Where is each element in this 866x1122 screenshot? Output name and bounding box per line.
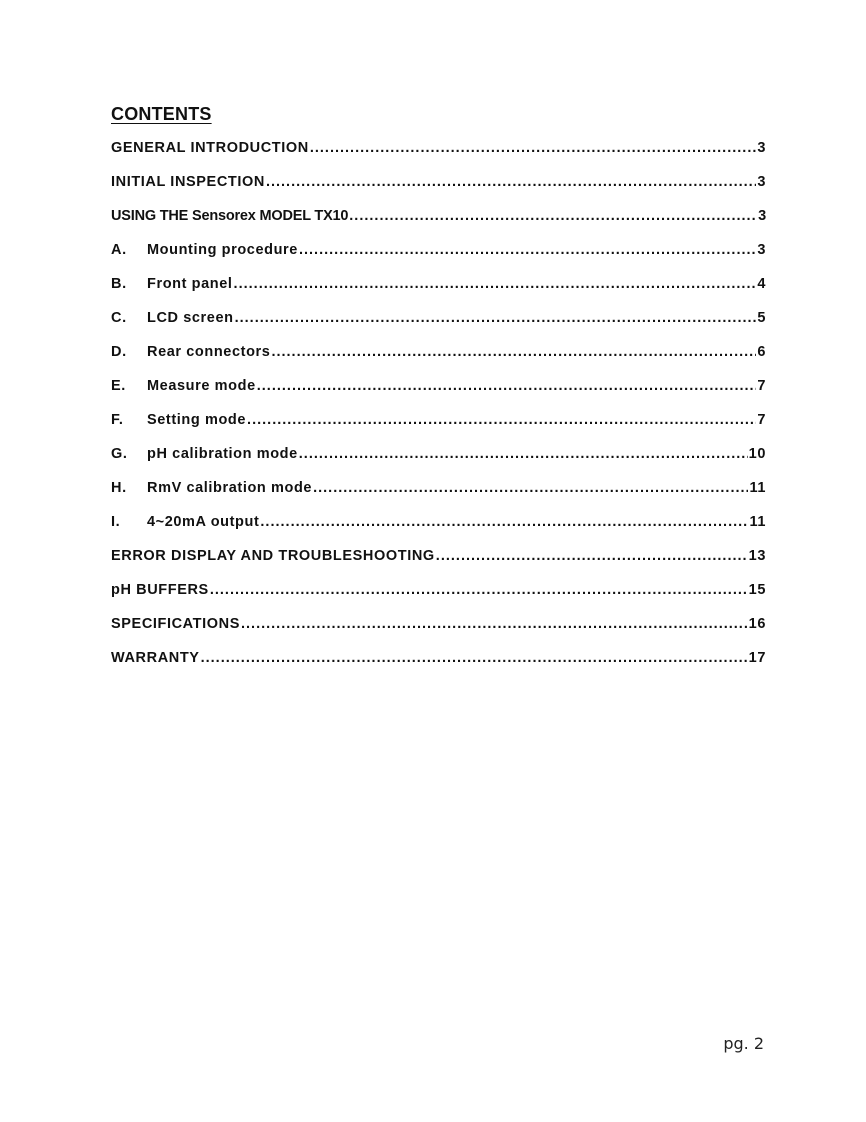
table-of-contents xyxy=(111,140,766,684)
toc-dot-leader xyxy=(313,480,748,496)
toc-entry-title: LCD screen xyxy=(147,310,234,326)
contents-heading: CONTENTS xyxy=(111,104,212,124)
toc-dot-leader xyxy=(266,174,756,190)
toc-entry-page: 3 xyxy=(758,208,766,224)
toc-dot-leader xyxy=(257,378,757,394)
toc-entry-page: 3 xyxy=(757,140,766,156)
toc-entry-title: Measure mode xyxy=(147,378,256,394)
toc-entry-letter: C. xyxy=(111,310,127,326)
toc-entry[interactable] xyxy=(111,378,766,412)
toc-entry-letter: F. xyxy=(111,412,124,428)
toc-entry-page: 16 xyxy=(748,616,766,632)
toc-entry-page: 7 xyxy=(757,378,766,394)
toc-entry[interactable] xyxy=(111,174,766,208)
toc-entry-title: pH BUFFERS xyxy=(111,582,209,598)
toc-entry-page: 15 xyxy=(748,582,766,598)
toc-entry-page: 5 xyxy=(757,310,766,326)
toc-entry[interactable] xyxy=(111,242,766,276)
toc-entry-title: GENERAL INTRODUCTION xyxy=(111,140,309,156)
toc-entry-letter: I. xyxy=(111,514,121,530)
toc-dot-leader xyxy=(299,242,756,258)
toc-entry[interactable] xyxy=(111,412,766,446)
toc-entry-title: USING THE Sensorex MODEL TX10 xyxy=(111,208,349,224)
toc-entry-title: pH calibration mode xyxy=(147,446,298,462)
toc-entry-title: RmV calibration mode xyxy=(147,480,313,496)
toc-entry[interactable] xyxy=(111,548,766,582)
toc-dot-leader xyxy=(201,650,748,666)
toc-entry-page: 11 xyxy=(749,480,766,496)
toc-entry[interactable] xyxy=(111,208,766,242)
toc-dot-leader xyxy=(299,446,748,462)
toc-entry-title: Rear connectors xyxy=(147,344,271,360)
toc-entry[interactable] xyxy=(111,344,766,378)
toc-entry[interactable] xyxy=(111,140,766,174)
toc-dot-leader xyxy=(210,582,748,598)
toc-entry[interactable] xyxy=(111,616,766,650)
toc-entry-title: 4~20mA output xyxy=(147,514,260,530)
toc-entry-title: ERROR DISPLAY AND TROUBLESHOOTING xyxy=(111,548,435,564)
toc-entry-page: 13 xyxy=(748,548,766,564)
toc-entry-page: 17 xyxy=(748,650,766,666)
toc-dot-leader xyxy=(241,616,748,632)
toc-entry-page: 3 xyxy=(757,174,766,190)
toc-entry[interactable] xyxy=(111,446,766,480)
toc-entry-title: Mounting procedure xyxy=(147,242,298,258)
toc-entry-page: 4 xyxy=(757,276,766,292)
toc-entry[interactable] xyxy=(111,514,766,548)
toc-entry-page: 6 xyxy=(757,344,766,360)
toc-entry-letter: A. xyxy=(111,242,127,258)
toc-entry-page: 10 xyxy=(748,446,766,462)
toc-entry-title: Setting mode xyxy=(147,412,247,428)
toc-entry-title: WARRANTY xyxy=(111,650,200,666)
toc-entry-letter: G. xyxy=(111,446,128,462)
toc-entry[interactable] xyxy=(111,650,766,684)
toc-entry-letter: H. xyxy=(111,480,127,496)
toc-entry-page: 11 xyxy=(749,514,766,530)
toc-entry-page: 3 xyxy=(757,242,766,258)
toc-entry[interactable] xyxy=(111,310,766,344)
toc-dot-leader xyxy=(235,310,757,326)
toc-dot-leader xyxy=(260,514,748,530)
toc-dot-leader xyxy=(247,412,756,428)
toc-dot-leader xyxy=(234,276,757,292)
toc-entry[interactable] xyxy=(111,480,766,514)
toc-dot-leader xyxy=(310,140,757,156)
page-number: pg. 2 xyxy=(723,1034,764,1053)
toc-dot-leader xyxy=(436,548,748,564)
toc-entry-letter: B. xyxy=(111,276,127,292)
toc-entry[interactable] xyxy=(111,582,766,616)
toc-entry-title: INITIAL INSPECTION xyxy=(111,174,265,190)
toc-dot-leader xyxy=(349,208,757,224)
toc-entry-letter: D. xyxy=(111,344,127,360)
toc-entry-title: SPECIFICATIONS xyxy=(111,616,240,632)
toc-entry[interactable] xyxy=(111,276,766,310)
toc-entry-title: Front panel xyxy=(147,276,233,292)
toc-entry-letter: E. xyxy=(111,378,126,394)
toc-entry-page: 7 xyxy=(757,412,766,428)
toc-dot-leader xyxy=(271,344,756,360)
